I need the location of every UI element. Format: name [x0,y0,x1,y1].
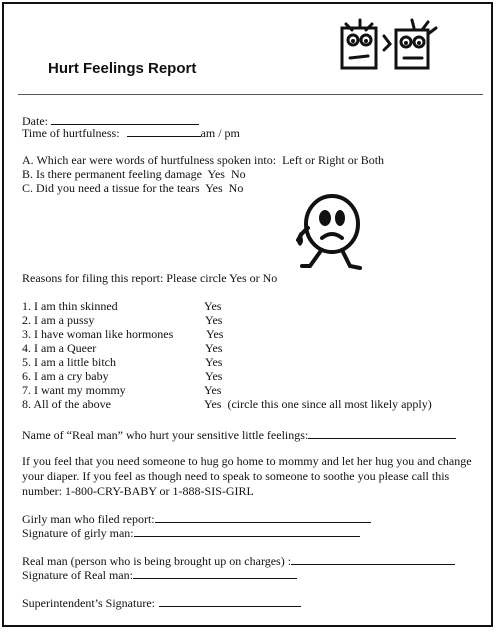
arguing-faces-icon [332,16,444,76]
question-options[interactable]: Yes No [205,181,244,195]
reason-row [22,356,116,369]
reason-row [22,314,94,327]
real-man-signature-field[interactable] [133,568,297,579]
reason-text: 1. I am thin skinned [22,299,118,313]
real-man-name-label: Name of “Real man” who hurt your sensitive little feelings: [22,428,309,442]
question-options[interactable]: Left or Right or Both [282,153,385,167]
reason-answer[interactable]: Yes [205,369,223,383]
question-c [22,182,243,195]
reason-answer[interactable]: Yes [205,313,223,327]
date-field[interactable] [51,114,199,125]
reason-answer[interactable]: Yes (circle this one since all most likely apply) [204,397,432,411]
superintendent-signature-field[interactable] [159,596,301,607]
real-man-signature-label: Signature of Real man: [22,568,133,582]
date-label: Date: [22,114,48,128]
reason-row [22,342,96,355]
crying-face-icon [288,192,368,274]
reason-row [22,398,111,411]
reason-answer[interactable]: Yes [205,341,223,355]
reason-text: 3. I have woman like hormones [22,327,174,341]
question-a [22,154,384,167]
real-man-field[interactable] [291,554,455,565]
reason-text: 4. I am a Queer [22,341,97,355]
report-page [2,2,493,627]
reason-row [22,370,109,383]
time-line [22,126,240,140]
reason-row [22,300,118,313]
real-man-label: Real man (person who is being brought up on charges) : [22,554,292,568]
real-man-signature-line [22,568,297,582]
question-text: C. Did you need a tissue for the tears [22,181,200,195]
reason-text: 5. I am a little bitch [22,355,116,369]
real-man-line [22,554,455,568]
superintendent-label: Superintendent’s Signature: [22,596,155,610]
reason-answer[interactable]: Yes [204,383,222,397]
reasons-heading: Reasons for filing this report: Please circle Yes or No [22,271,278,285]
girly-man-signature-field[interactable] [134,526,360,537]
girly-man-filed-field[interactable] [155,512,371,523]
question-options[interactable]: Yes No [207,167,246,181]
question-text: B. Is there permanent feeling damage [22,167,202,181]
girly-man-signature-label: Signature of girly man: [22,526,134,540]
reason-text: 7. I want my mommy [22,383,126,397]
time-suffix: am / pm [200,126,240,140]
reason-row [22,328,173,341]
page-title: Hurt Feelings Report [48,60,197,77]
real-man-name-field[interactable] [308,428,456,439]
time-label: Time of hurtfulness: [22,126,120,140]
superintendent-line [22,596,301,610]
reason-answer[interactable]: Yes [204,299,222,313]
reason-row [22,384,126,397]
girly-man-filed-line [22,512,371,526]
girly-man-signature-line [22,526,360,540]
reason-text: 8. All of the above [22,397,111,411]
reason-answer[interactable]: Yes [205,355,223,369]
time-field[interactable] [127,126,201,137]
instructions-paragraph: If you feel that you need someone to hug go home to mommy and let her hug you and change your diaper. If you feel as though need to speak to someone to soothe you please call this number: 1-800-CRY-BABY or 1-888-SIS-GIRL [22,454,472,498]
reason-answer[interactable]: Yes [206,327,224,341]
reason-text: 2. I am a pussy [22,313,95,327]
real-man-name-line [22,428,456,442]
question-b [22,168,246,181]
question-text: A. Which ear were words of hurtfulness spoken into: [22,153,277,167]
girly-man-filed-label: Girly man who filed report: [22,512,155,526]
reason-text: 6. I am a cry baby [22,369,109,383]
